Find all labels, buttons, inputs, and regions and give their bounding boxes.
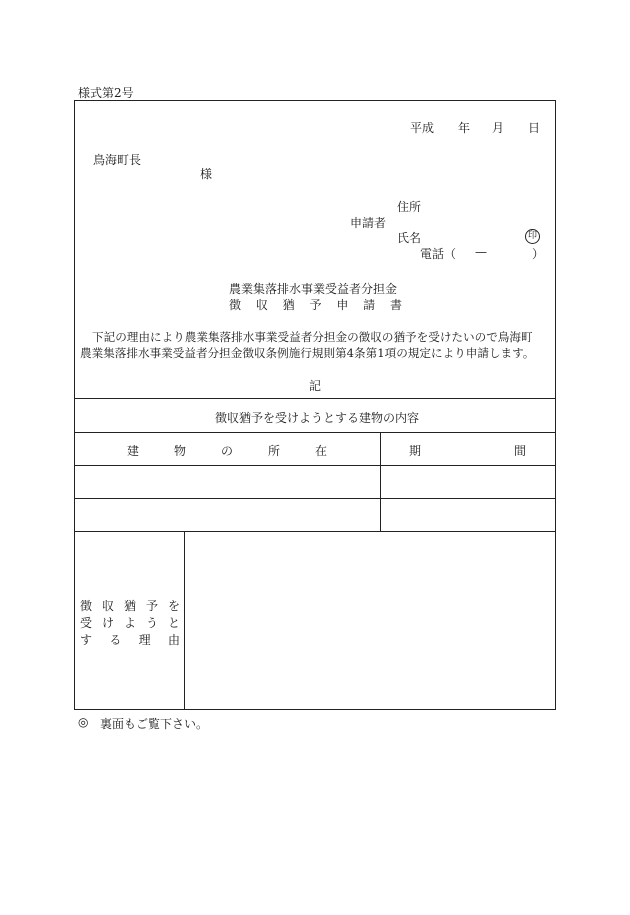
title-char: 申 xyxy=(336,298,349,312)
form-title-line2 xyxy=(229,296,402,313)
reason-label-row xyxy=(80,615,180,632)
header-char: の xyxy=(220,444,233,458)
header-char: 期 xyxy=(409,444,422,458)
title-char: 予 xyxy=(309,298,322,312)
reason-label-row xyxy=(80,632,180,649)
phone-label: 電話（ xyxy=(420,247,457,261)
date-day-unit: 日 xyxy=(528,121,541,135)
reason-char: 由 xyxy=(167,633,180,647)
footer-note-mark: ◎ xyxy=(78,715,89,729)
period-header xyxy=(409,442,526,459)
recipient-name: 鳥海町長 xyxy=(93,153,142,167)
reason-char: う xyxy=(145,616,158,630)
name-label: 氏名 xyxy=(397,231,422,245)
table-column-divider xyxy=(184,531,185,710)
date-year-unit: 年 xyxy=(458,121,471,135)
applicant-label: 申請者 xyxy=(350,216,387,230)
title-char: 収 xyxy=(255,298,268,312)
reason-char: と xyxy=(167,616,180,630)
reason-char: 徴 xyxy=(80,599,93,613)
reason-label xyxy=(80,598,180,649)
reason-label-row xyxy=(80,598,180,615)
body-text-line2: 農業集落排水事業受益者分担金徴収条例施行規則第4条第1項の規定により申請します。 xyxy=(80,346,535,360)
date-era: 平成 xyxy=(410,121,435,135)
title-char: 請 xyxy=(363,298,376,312)
title-char: 書 xyxy=(389,298,402,312)
date-month-unit: 月 xyxy=(492,121,505,135)
table-divider xyxy=(74,432,556,433)
header-char: 物 xyxy=(173,444,186,458)
address-label: 住所 xyxy=(397,200,422,214)
form-title-line1: 農業集落排水事業受益者分担金 xyxy=(229,282,398,296)
location-header xyxy=(127,442,327,459)
table-divider xyxy=(74,498,556,499)
section-title: 徴収猶予を受けようとする建物の内容 xyxy=(215,411,420,425)
reason-char: る xyxy=(109,633,122,647)
header-char: 間 xyxy=(513,444,526,458)
reason-char: 理 xyxy=(138,633,151,647)
reason-char: す xyxy=(80,633,93,647)
ki-label: 記 xyxy=(309,379,322,393)
phone-separator: — xyxy=(475,245,487,259)
seal-mark: 印 xyxy=(525,229,540,244)
title-char: 猶 xyxy=(282,298,295,312)
form-number: 様式第2号 xyxy=(78,86,134,100)
reason-char: 予 xyxy=(145,599,158,613)
header-char: 在 xyxy=(314,444,327,458)
reason-char: 収 xyxy=(101,599,114,613)
recipient-honorific: 様 xyxy=(200,167,213,181)
table-column-divider xyxy=(380,432,381,531)
body-text-line1: 下記の理由により農業集落排水事業受益者分担金の徴収の猶予を受けたいので鳥海町 xyxy=(92,330,533,344)
header-char: 所 xyxy=(267,444,280,458)
reason-char: よ xyxy=(123,616,136,630)
title-char: 徴 xyxy=(229,298,242,312)
reason-char: 猶 xyxy=(123,599,136,613)
table-divider xyxy=(74,465,556,466)
reason-char: を xyxy=(167,599,180,613)
reason-char: 受 xyxy=(80,616,93,630)
table-divider xyxy=(74,531,556,532)
header-char: 建 xyxy=(127,444,140,458)
footer-note-text: 裏面もご覧下さい。 xyxy=(100,717,209,731)
phone-close: ） xyxy=(532,247,545,261)
reason-char: け xyxy=(101,616,114,630)
table-divider xyxy=(74,398,556,399)
